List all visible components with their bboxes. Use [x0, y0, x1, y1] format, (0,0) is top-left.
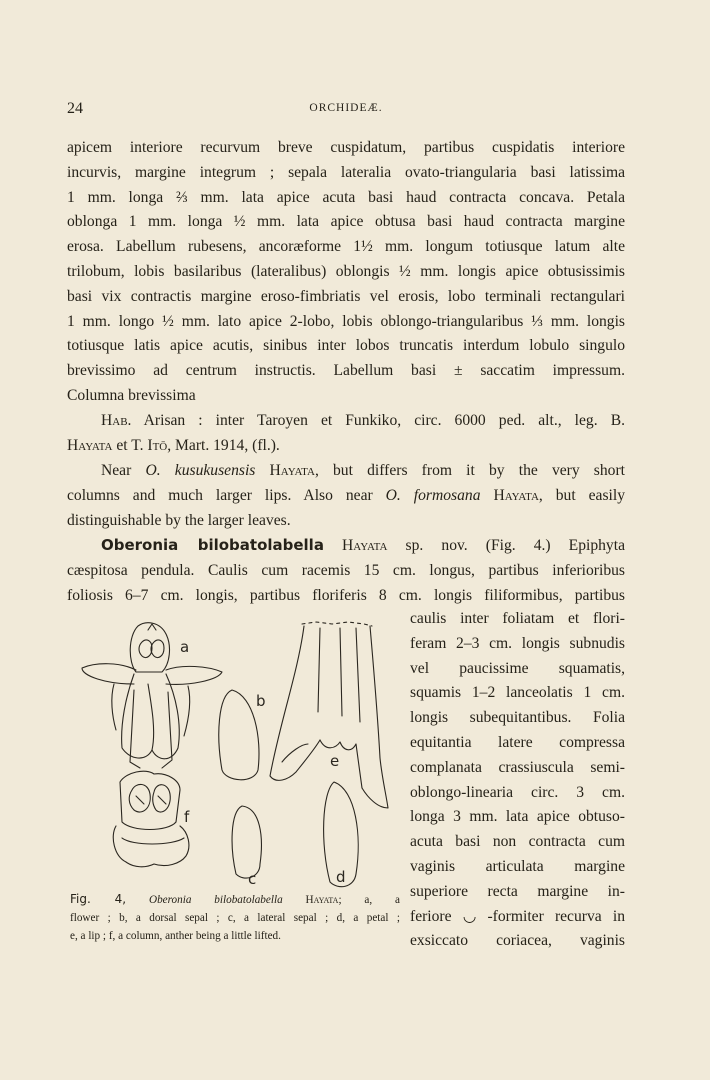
text-line: vel paucissime squamatis,	[410, 659, 625, 677]
text-line: Hayata et T. Itō, Mart. 1914, (fl.).	[67, 436, 280, 454]
text-line: Near O. kusukusensis Hayata, but differs from it by the very short	[101, 462, 625, 479]
text-line: Oberonia bilobatolabella Hayata sp. nov. (Fig. 4.) Epiphyta	[101, 536, 625, 554]
text-line: Columna brevissima	[67, 386, 196, 404]
flower-illustration	[82, 623, 222, 768]
text-line: complanata crassiuscula semi-	[410, 758, 625, 776]
dorsal-sepal-illustration	[219, 690, 259, 780]
text-line: Hab. Arisan : inter Taroyen et Funkiko, circ. 6000 ped. alt., leg. B.	[101, 412, 625, 429]
column-illustration	[113, 771, 189, 867]
text-line: oblonga 1 mm. longa ½ mm. lata apice obtusa basi haud contracta margine	[67, 213, 625, 231]
caption-line: Fig. 4, Oberonia bilobatolabella Hayata; a, a	[70, 892, 401, 906]
text-line: brevissimo ad centrum instructis. Labellum basi ± saccatim impressum.	[67, 362, 625, 380]
figure-label: e	[330, 752, 340, 770]
text-line: totiusque latis apice acutis, sinibus inter lobos truncatis interdum lobulo singulo	[67, 337, 625, 355]
description-column	[410, 607, 625, 954]
figure-label: d	[336, 868, 346, 886]
species-name: O. kusukusensis	[145, 462, 256, 479]
habitat-paragraph	[67, 409, 625, 459]
author-name: Hayata	[67, 436, 113, 454]
text-line: 1 mm. longo ½ mm. lato apice 2-lobo, lobis oblongo-triangularibus ⅓ mm. longis	[67, 312, 625, 330]
figure-caption	[70, 890, 400, 945]
text-line: erosa. Labellum rubesens, ancoræforme 1½ mm. longum totiusque latum alte	[67, 238, 625, 256]
text-line: foliosis 6–7 cm. longis, partibus floriferis 8 cm. longis filiformibus, partibus	[67, 586, 625, 604]
author-name: Itō	[147, 436, 168, 454]
text-line: distinguishable by the larger leaves.	[67, 511, 291, 529]
text-line: vaginis articulata margine	[410, 857, 625, 875]
text-line: oblongo-linearia circ. 3 cm.	[410, 783, 625, 801]
caption-line: e, a lip ; f, a column, anther being a little lifted.	[70, 930, 281, 942]
text-line: apicem interiore recurvum breve cuspidatum, partibus cuspidatis interiore	[67, 139, 625, 156]
figure-label: a	[180, 638, 190, 656]
text-line: columns and much larger lips. Also near O. formosana Hayata, but easily	[67, 486, 626, 504]
caption-line: flower ; b, a dorsal sepal ; c, a lateral sepal ; d, a petal ;	[70, 912, 400, 924]
species-name: O. formosana	[385, 486, 481, 504]
figure-number: Fig. 4,	[70, 892, 127, 906]
text-line: cæspitosa pendula. Caulis cum racemis 15 cm. longus, partibus inferioribus	[67, 561, 625, 579]
text-line: longa 3 mm. lata apice obtuso-	[410, 808, 625, 826]
species-paragraph	[67, 533, 625, 608]
text-line: 1 mm. longa ⅔ mm. lata apice acuta basi haud contracta concava. Petala	[67, 188, 625, 206]
text-line: superiore recta margine in-	[410, 882, 625, 900]
text-line: caulis inter foliatam et flori-	[410, 610, 625, 627]
hab-label: Hab.	[101, 412, 132, 429]
species-heading: Oberonia bilobatolabella	[101, 536, 324, 554]
text-line: trilobum, lobis basilaribus (lateralibus) oblongis ½ mm. longis apice obtusissimis	[67, 262, 625, 280]
text-line: squamis 1–2 lanceolatis 1 cm.	[410, 684, 625, 702]
lateral-sepal-illustration	[232, 806, 261, 878]
figure-label: f	[184, 808, 190, 826]
text-line: longis subequitantibus. Folia	[410, 709, 625, 727]
note-paragraph	[67, 459, 625, 533]
lip-illustration	[270, 622, 388, 808]
page-number: 24	[67, 100, 83, 117]
text-line: equitantia latere compressa	[410, 733, 625, 751]
author-name: Hayata	[480, 486, 539, 504]
page-header	[67, 100, 625, 120]
author-name: Hayata	[323, 537, 388, 554]
text-line: feriore ◡ -formiter recurva in	[410, 907, 625, 925]
species-name: Oberonia bilobatolabella	[148, 894, 283, 906]
running-head: ORCHIDEÆ.	[309, 102, 383, 114]
text-line: feram 2–3 cm. longis subnudis	[410, 634, 625, 652]
text-line: acuta basi non contracta cum	[410, 833, 625, 851]
intro-paragraph	[67, 136, 625, 409]
figure-label: b	[256, 692, 266, 710]
author-name: Hayata	[305, 894, 339, 906]
botanical-figure	[76, 612, 394, 892]
author-name: Hayata	[255, 462, 315, 479]
figure-label: c	[248, 870, 257, 888]
text-line: basi vix contractis margine eroso-fimbriatis vel erosis, lobo terminali rectangulari	[67, 287, 625, 305]
text-line: exsiccato coriacea, vaginis	[410, 932, 625, 950]
text-line: incurvis, margine integrum ; sepala lateralia ovato-triangularia basi latissima	[67, 163, 625, 181]
